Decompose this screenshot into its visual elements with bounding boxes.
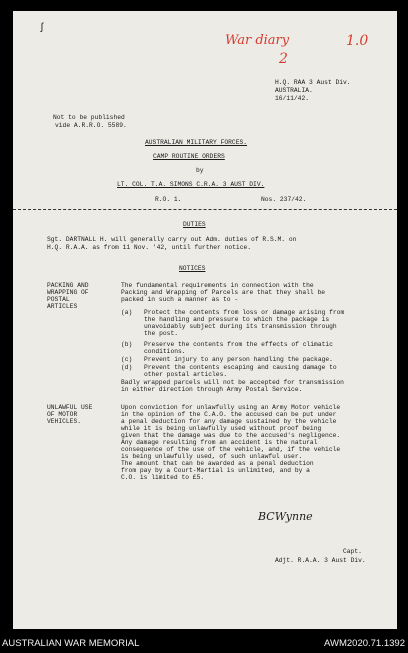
notices-heading: NOTICES [179, 265, 206, 272]
item-label-b: (b) [121, 341, 133, 348]
vehicles-line: from pay by a Court-Martial is unlimited, and by a [121, 467, 310, 474]
duties-line: H.Q. R.A.A. as from 11 Nov. '42, until further notice. [47, 244, 252, 251]
footer-bar [0, 633, 408, 653]
vehicles-line: is being unlawfully used, of such unlawful user. [121, 453, 303, 460]
orders-title: CAMP ROUTINE ORDERS [153, 153, 225, 160]
handwritten-war-diary: War diary [225, 33, 290, 48]
signature-title: Adjt. R.A.A. 3 Aust Div. [275, 557, 366, 564]
item-a-line: unavoidably subject during its transmission through [144, 323, 337, 330]
packing-closing-line: in either direction through Army Postal Service. [121, 386, 303, 393]
item-b-line: conditions. [144, 348, 186, 355]
separator-line [13, 209, 397, 210]
packing-side-label: ARTICLES [47, 303, 78, 310]
packing-closing-line: Badly wrapped parcels will not be accepted for transmission [121, 379, 344, 386]
packing-intro-line: Packing and Wrapping of Parcels are that they shall be [121, 289, 326, 296]
packing-side-label: WRAPPING OF [47, 289, 89, 296]
packing-intro-line: The fundamental requirements in connection with the [121, 282, 314, 289]
vehicles-line: Any damage resulting from an accident is the natural [121, 439, 318, 446]
vehicles-line: in the opinion of the C.A.O. the accused can be put under [121, 411, 337, 418]
packing-side-label: POSTAL [47, 296, 70, 303]
packing-intro-line: packed in such a manner as to - [121, 296, 239, 303]
item-a-line: Protect the contents from loss or damage arising from [144, 309, 345, 316]
item-label-d: (d) [121, 364, 133, 371]
signature-rank: Capt. [343, 548, 362, 555]
footer-institution: AUSTRALIAN WAR MEMORIAL [2, 638, 140, 649]
item-a-line: the post. [144, 330, 179, 337]
document-page [13, 11, 397, 629]
packing-side-label: PACKING AND [47, 282, 89, 289]
vehicles-side-label: OF MOTOR [47, 411, 78, 418]
handwritten-number: 2 [279, 51, 288, 67]
org-title: AUSTRALIAN MILITARY FORCES. [145, 139, 248, 146]
reference-number: 1.0 [346, 33, 369, 49]
order-numbers: Nos. 237/42. [261, 196, 307, 203]
signature-scrawl: BCWynne [258, 510, 313, 523]
footer-accession-number: AWM2020.71.1392 [324, 638, 405, 649]
vehicles-line: a penal deduction for any damage sustained by the vehicle [121, 418, 337, 425]
officer-line: LT. COL. T.A. SIMONS C.R.A. 3 AUST DIV. [117, 181, 265, 188]
header-place: AUSTRALIA. [275, 87, 313, 94]
ro-number: R.O. 1. [155, 196, 182, 203]
duties-line: Sgt. DARTNALL H. will generally carry out Adm. duties of R.S.M. on [47, 236, 297, 243]
header-date: 16/11/42. [275, 95, 310, 102]
vehicles-line: consequence of the use of the vehicle, and, if the vehicle [121, 446, 341, 453]
item-d-line: other postal articles. [144, 371, 228, 378]
item-label-a: (a) [121, 309, 133, 316]
restriction-line-1: Not to be published [53, 114, 125, 121]
item-c-line: Prevent injury to any person handling the package. [144, 356, 333, 363]
by-line: by [196, 167, 204, 174]
item-b-line: Preserve the contents from the effects of climatic [144, 341, 333, 348]
restriction-line-2: vide A.R.R.O. 5589. [55, 122, 127, 129]
duties-heading: DUTIES [183, 221, 206, 228]
header-hq: H.Q. RAA 3 Aust Div. [275, 79, 351, 86]
vehicles-side-label: VEHICLES. [47, 418, 82, 425]
vehicles-line: C.O. is limited to £5. [121, 474, 205, 481]
vehicles-line: given that the damage was due to the accused's negligence. [121, 432, 341, 439]
vehicles-line: while it is being unlawfully used without proof being [121, 425, 322, 432]
item-label-c: (c) [121, 356, 133, 363]
corner-mark: ʃ [39, 23, 46, 34]
item-d-line: Prevent the contents escaping and causing damage to [144, 364, 337, 371]
vehicles-side-label: UNLAWFUL USE [47, 404, 93, 411]
vehicles-line: Upon conviction for unlawfully using an Army Motor vehicle [121, 404, 341, 411]
item-a-line: the handling and pressure to which the package is [144, 316, 330, 323]
vehicles-line: The amount that can be awarded as a penal deduction [121, 460, 314, 467]
